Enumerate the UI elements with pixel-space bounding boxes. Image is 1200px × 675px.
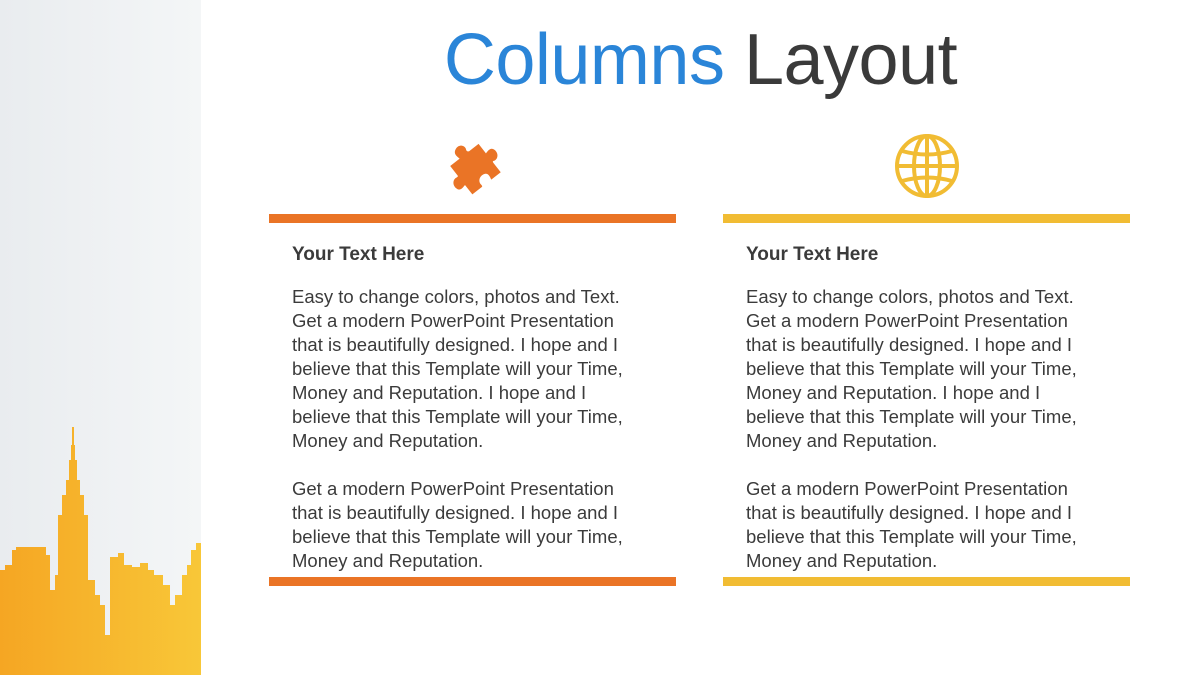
title-rest: Layout xyxy=(743,20,958,100)
puzzle-piece-icon xyxy=(437,130,509,202)
column-left-bottom-bar xyxy=(269,577,676,586)
column-left-paragraph-1: Easy to change colors, photos and Text. Get a modern PowerPoint Presentation that is beautifully designed. I hope and I believe that this Template will your Time, Money and Reputation. I hope and I believe that this Template will your Time, Money and Reputation. xyxy=(292,286,623,451)
title-highlight: Columns xyxy=(443,20,725,100)
column-left xyxy=(269,130,676,586)
globe-icon xyxy=(891,130,963,202)
column-left-content xyxy=(269,223,676,577)
page-title xyxy=(201,18,1200,102)
column-right-top-bar xyxy=(723,214,1130,223)
column-right-content xyxy=(723,223,1130,577)
column-right-bottom-bar xyxy=(723,577,1130,586)
column-right xyxy=(723,130,1130,586)
column-left-top-bar xyxy=(269,214,676,223)
column-right-paragraph-2: Get a modern PowerPoint Presentation that is beautifully designed. I hope and I believe that this Template will your Time, Money and Reputation. xyxy=(746,478,1077,571)
column-right-icon-area xyxy=(723,130,1130,214)
column-left-paragraph-2: Get a modern PowerPoint Presentation that is beautifully designed. I hope and I believe that this Template will your Time, Money and Reputation. xyxy=(292,478,623,571)
column-left-heading: Your Text Here xyxy=(292,244,425,265)
city-skyline-icon xyxy=(0,425,201,675)
sidebar-panel xyxy=(0,0,201,675)
column-right-paragraph-1: Easy to change colors, photos and Text. Get a modern PowerPoint Presentation that is beautifully designed. I hope and I believe that this Template will your Time, Money and Reputation. I hope and I believe that this Template will your Time, Money and Reputation. xyxy=(746,286,1077,451)
column-left-icon-area xyxy=(269,130,676,214)
column-right-heading: Your Text Here xyxy=(746,244,879,265)
